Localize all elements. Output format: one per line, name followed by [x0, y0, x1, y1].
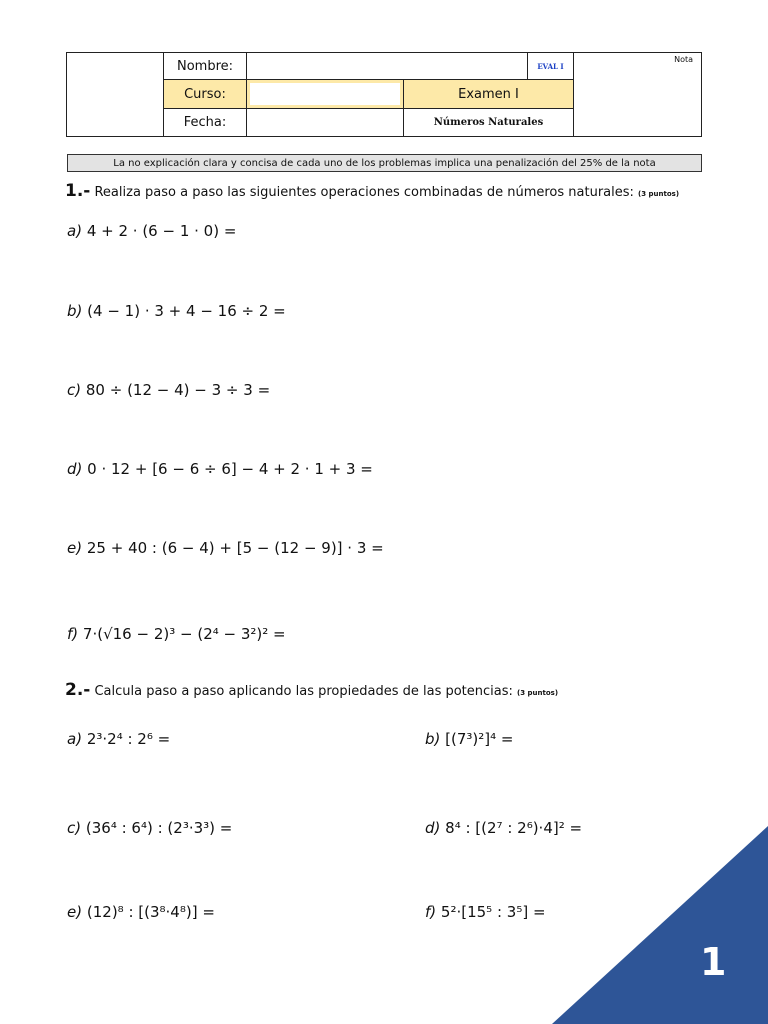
item-expression: (36⁴ : 6⁴) : (2³·3³) =	[85, 819, 233, 837]
question-1-number: 1.-	[65, 181, 91, 201]
item-expression: 80 ÷ (12 − 4) − 3 ÷ 3 =	[85, 381, 271, 399]
question-2-points: (3 puntos)	[517, 689, 559, 697]
question-1-points: (3 puntos)	[638, 190, 680, 198]
item-label: e)	[67, 903, 83, 921]
item-label: a)	[67, 222, 83, 240]
name-label: Nombre:	[163, 52, 247, 80]
item-label: b)	[425, 730, 441, 748]
subject-label: Números Naturales	[403, 108, 574, 137]
item-expression: 5²·[15⁵ : 3⁵] =	[440, 903, 546, 921]
item-expression: 8⁴ : [(2⁷ : 2⁶)·4]² =	[445, 819, 583, 837]
page-number: 1	[700, 940, 727, 984]
item-label: c)	[67, 381, 82, 399]
exam-label: Examen I	[403, 79, 574, 109]
item-label: b)	[67, 302, 83, 320]
item-label: f)	[425, 903, 437, 921]
question-2-text: Calcula paso a paso aplicando las propiedades de las potencias:	[94, 684, 513, 699]
item-expression: 25 + 40 : (6 − 4) + [5 − (12 − 9)] · 3 =	[86, 539, 384, 557]
question-2-number: 2.-	[65, 680, 91, 700]
item-label: c)	[67, 819, 82, 837]
grade-label: Nota	[674, 55, 693, 64]
item-expression: 4 + 2 · (6 − 1 · 0) =	[86, 222, 237, 240]
item-label: d)	[425, 819, 441, 837]
course-label: Curso:	[163, 79, 247, 109]
penalty-banner: La no explicación clara y concisa de cada uno de los problemas implica una penalización del 25% de la nota	[67, 154, 702, 172]
item-expression: 2³·2⁴ : 2⁶ =	[86, 730, 171, 748]
item-expression: 0 · 12 + [6 − 6 ÷ 6] − 4 + 2 · 1 + 3 =	[87, 460, 373, 478]
item-expression: [(7³)²]⁴ =	[445, 730, 514, 748]
item-expression: (12)⁸ : [(3⁸·4⁸)] =	[86, 903, 215, 921]
item-expression: 7·(√16 − 2)³ − (2⁴ − 3²)² =	[82, 625, 286, 643]
question-1-text: Realiza paso a paso las siguientes operaciones combinadas de números naturales:	[94, 185, 634, 200]
date-label: Fecha:	[163, 108, 247, 137]
item-label: f)	[67, 625, 79, 643]
item-expression: (4 − 1) · 3 + 4 − 16 ÷ 2 =	[87, 302, 286, 320]
item-label: e)	[67, 539, 83, 557]
eval-label: EVAL I	[527, 52, 574, 80]
item-label: d)	[67, 460, 83, 478]
corner-triangle-shape	[552, 826, 768, 1024]
item-label: a)	[67, 730, 83, 748]
